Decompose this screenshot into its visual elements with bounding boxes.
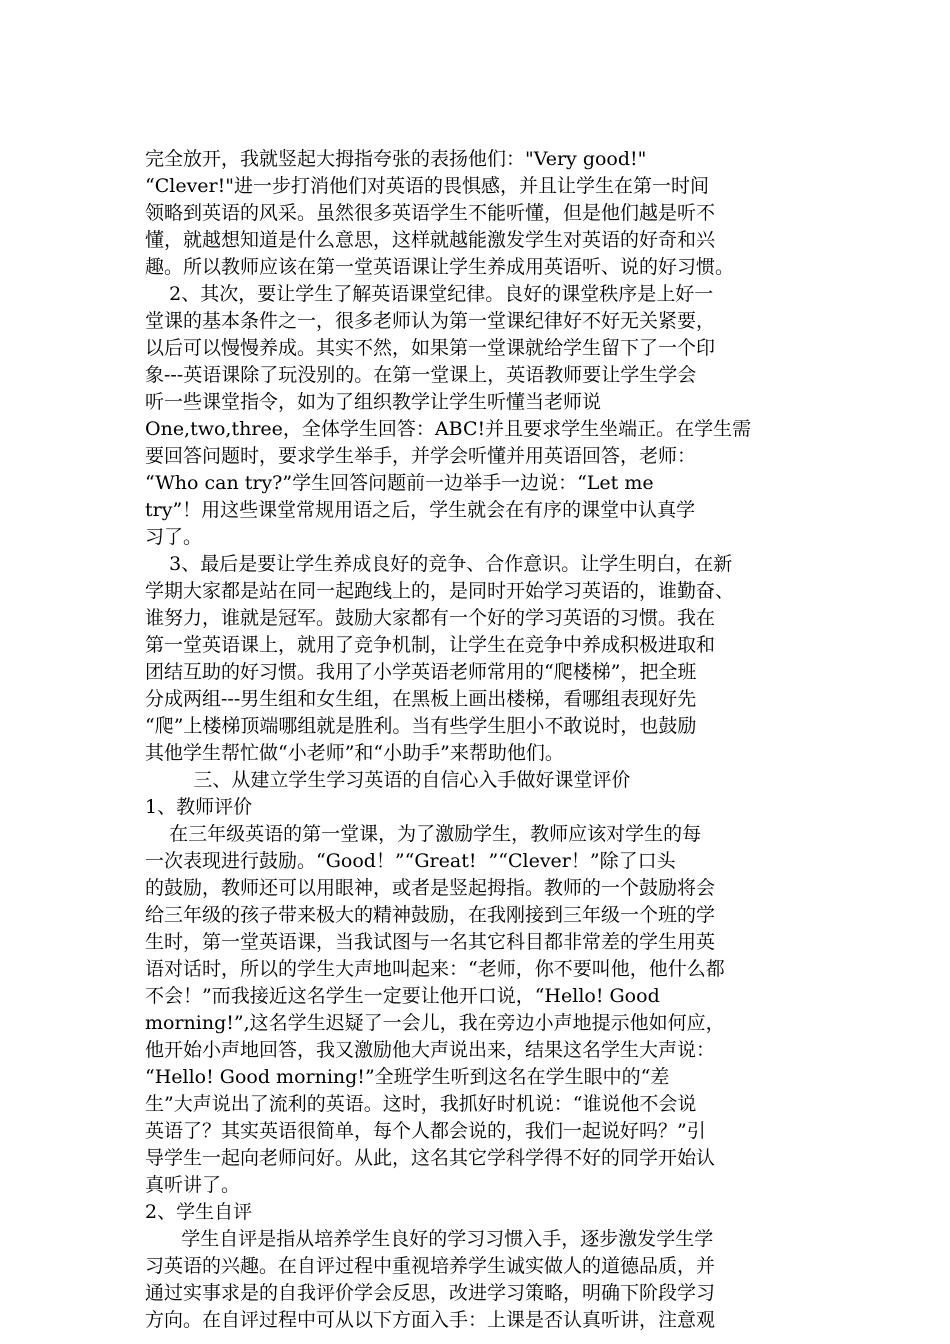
text-line: 团结互助的好习惯。我用了小学英语老师常用的“爬楼梯”，把全班: [145, 661, 697, 683]
text-line: One,two,three，全体学生回答：ABC!并且要求学生坐端正。在学生需: [145, 418, 752, 440]
text-line: morning!”,这名学生迟疑了一会儿，我在旁边小声地提示他如何应，: [145, 1012, 725, 1034]
text-line: 不会！”而我接近这名学生一定要让他开口说，“Hello! Good: [145, 985, 660, 1007]
text-line: 谁努力，谁就是冠军。鼓励大家都有一个好的学习英语的习惯。我在: [145, 607, 716, 629]
text-line: 分成两组---男生组和女生组，在黑板上画出楼梯，看哪组表现好先: [145, 688, 697, 710]
text-line: 的鼓励，教师还可以用眼神，或者是竖起拇指。教师的一个鼓励将会: [145, 877, 716, 899]
text-line: 象---英语课除了玩没别的。在第一堂课上，英语教师要让学生学会: [145, 364, 697, 386]
text-line: 真听讲了。: [145, 1174, 241, 1196]
text-line: 2、其次，要让学生了解英语课堂纪律。良好的课堂秩序是上好一: [145, 283, 714, 305]
text-line: 2、学生自评: [145, 1201, 253, 1223]
text-line: 其他学生帮忙做“小老师”和“小助手”来帮助他们。: [145, 742, 564, 764]
text-line: 完全放开，我就竖起大拇指夸张的表扬他们："Very good!": [145, 148, 647, 170]
text-line: 方向。在自评过程中可从以下方面入手：上课是否认真听讲，注意观: [145, 1309, 716, 1331]
text-line: 习了。: [145, 526, 203, 548]
body-text: [145, 146, 815, 1334]
text-line: “Clever!"进一步打消他们对英语的畏惧感，并且让学生在第一时间: [145, 175, 710, 197]
text-line: 英语了？其实英语很简单，每个人都会说的，我们一起说好吗？”引: [145, 1120, 706, 1142]
text-line: 堂课的基本条件之一，很多老师认为第一堂课纪律好不好无关紧要，: [145, 310, 716, 332]
text-line: 他开始小声地回答，我又激励他大声说出来，结果这名学生大声说：: [145, 1039, 716, 1061]
text-line: 三、从建立学生学习英语的自信心入手做好课堂评价: [145, 769, 631, 791]
text-line: “Hello! Good morning!”全班学生听到这名在学生眼中的“差: [145, 1066, 670, 1088]
text-line: 导学生一起向老师问好。从此，这名其它学科学得不好的同学开始认: [145, 1147, 716, 1169]
text-line: 3、最后是要让学生养成良好的竞争、合作意识。让学生明白，在新: [145, 553, 733, 575]
text-line: 通过实事求是的自我评价学会反思，改进学习策略，明确下阶段学习: [145, 1282, 716, 1304]
text-line: 学期大家都是站在同一起跑线上的，是同时开始学习英语的，谁勤奋、: [145, 580, 735, 602]
text-line: 第一堂英语课上，就用了竞争机制，让学生在竞争中养成积极进取和: [145, 634, 716, 656]
text-line: 一次表现进行鼓励。“Good！”“Great! ”“Clever！”除了口头: [145, 850, 676, 872]
text-line: 给三年级的孩子带来极大的精神鼓励，在我刚接到三年级一个班的学: [145, 904, 716, 926]
text-line: 1、教师评价: [145, 796, 253, 818]
text-line: 要回答问题时，要求学生举手，并学会听懂并用英语回答，老师：: [145, 445, 697, 467]
text-line: “爬”上楼梯顶端哪组就是胜利。当有些学生胆小不敢说时，也鼓励: [145, 715, 697, 737]
text-line: “Who can try?”学生回答问题前一边举手一边说：“Let me: [145, 472, 654, 494]
text-line: 懂，就越想知道是什么意思，这样就越能激发学生对英语的好奇和兴: [145, 229, 716, 251]
text-line: 听一些课堂指令，如为了组织教学让学生听懂当老师说: [145, 391, 602, 413]
text-line: 生时，第一堂英语课，当我试图与一名其它科目都非常差的学生用英: [145, 931, 716, 953]
text-line: 领略到英语的风采。虽然很多英语学生不能听懂，但是他们越是听不: [145, 202, 716, 224]
text-line: 趣。所以教师应该在第一堂英语课让学生养成用英语听、说的好习惯。: [145, 256, 735, 278]
text-line: 以后可以慢慢养成。其实不然，如果第一堂课就给学生留下了一个印: [145, 337, 716, 359]
text-line: 在三年级英语的第一堂课，为了激励学生，教师应该对学生的每: [145, 823, 702, 845]
text-line: 学生自评是指从培养学生良好的学习习惯入手，逐步激发学生学: [145, 1228, 714, 1250]
text-line: 语对话时，所以的学生大声地叫起来：“老师，你不要叫他，他什么都: [145, 958, 725, 980]
text-line: 习英语的兴趣。在自评过程中重视培养学生诚实做人的道德品质，并: [145, 1255, 716, 1277]
text-line: try”！用这些课堂常规用语之后，学生就会在有序的课堂中认真学: [145, 499, 696, 521]
text-line: 生”大声说出了流利的英语。这时，我抓好时机说：“谁说他不会说: [145, 1093, 697, 1115]
